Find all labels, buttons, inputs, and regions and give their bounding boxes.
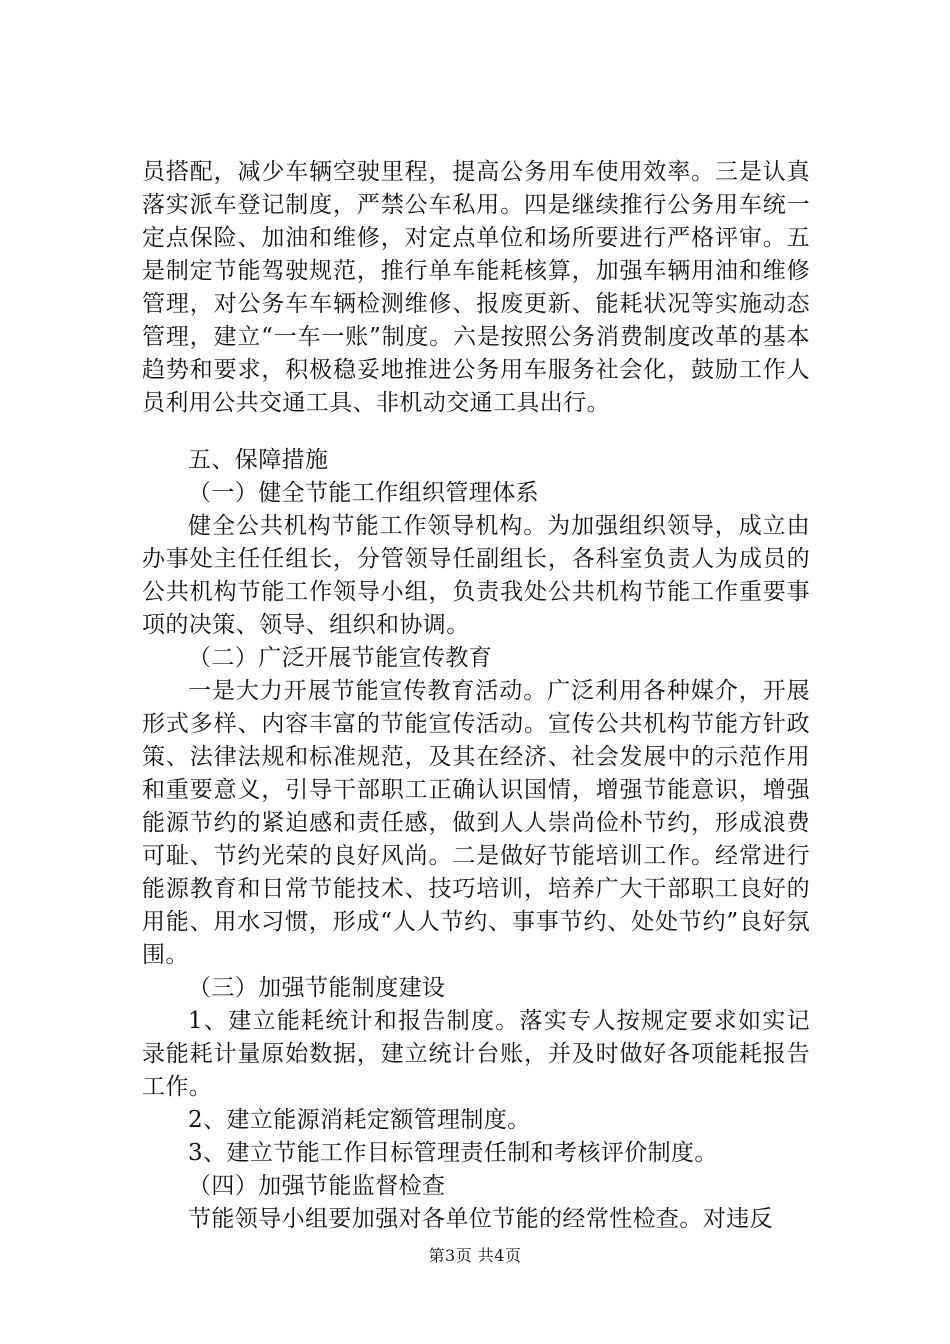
document-body — [142, 156, 810, 1236]
subheading-supervision: （四）加强节能监督检查 — [188, 1173, 446, 1199]
section-heading-safeguards: 五、保障措施 — [188, 447, 329, 473]
paragraph-organization: 健全公共机构节能工作领导机构。为加强组织领导，成立由办事处主任任组长，分管领导任副组长，各科室负责人为成员的公共机构节能工作领导小组，负责我处公共机构节能工作重要事项的决策、领导、组织和协调。 — [142, 513, 810, 638]
paragraph-supervision: 节能领导小组要加强对各单位节能的经常性检查。对违反 — [188, 1206, 773, 1232]
paragraph-responsibility-system: 3、建立节能工作目标管理责任制和考核评价制度。 — [188, 1140, 718, 1166]
paragraph-vehicle-management: 员搭配，减少车辆空驶里程，提高公务用车使用效率。三是认真落实派车登记制度，严禁公车私用。四是继续推行公务用车统一定点保险、加油和维修，对定点单位和场所要进行严格评审。五是制定节能驾驶规范，推行单车能耗核算，加强车辆用油和维修管理，对公务车车辆检测维修、报废更新、能耗状况等实施动态管理，建立“一车一账”制度。六是按照公务消费制度改革的基本趋势和要求，积极稳妥地推进公务用车服务社会化，鼓励工作人员利用公共交通工具、非机动交通工具出行。 — [142, 159, 810, 416]
paragraph-statistics-system: 1、建立能耗统计和报告制度。落实专人按规定要求如实记录能耗计量原始数据，建立统计台账，并及时做好各项能耗报告工作。 — [142, 1008, 810, 1100]
subheading-publicity: （二）广泛开展节能宣传教育 — [188, 645, 493, 671]
page-number-footer: 第3页 共4页 — [428, 1246, 522, 1265]
subheading-system-building: （三）加强节能制度建设 — [188, 975, 446, 1001]
subheading-organization: （一）健全节能工作组织管理体系 — [188, 480, 539, 506]
paragraph-publicity: 一是大力开展节能宣传教育活动。广泛利用各种媒介，开展形式多样、内容丰富的节能宣传活动。宣传公共机构节能方针政策、法律法规和标准规范，及其在经济、社会发展中的示范作用和重要意义，引导干部职工正确认识国情，增强节能意识，增强能源节约的紧迫感和责任感，做到人人崇尚俭朴节约，形成浪费可耻、节约光荣的良好风尚。二是做好节能培训工作。经常进行能源教育和日常节能技术、技巧培训，培养广大干部职工良好的用能、用水习惯，形成“人人节约、事事节约、处处节约”良好氛围。 — [142, 678, 810, 968]
paragraph-quota-system: 2、建立能源消耗定额管理制度。 — [188, 1107, 531, 1133]
paragraph-gap — [142, 420, 810, 444]
